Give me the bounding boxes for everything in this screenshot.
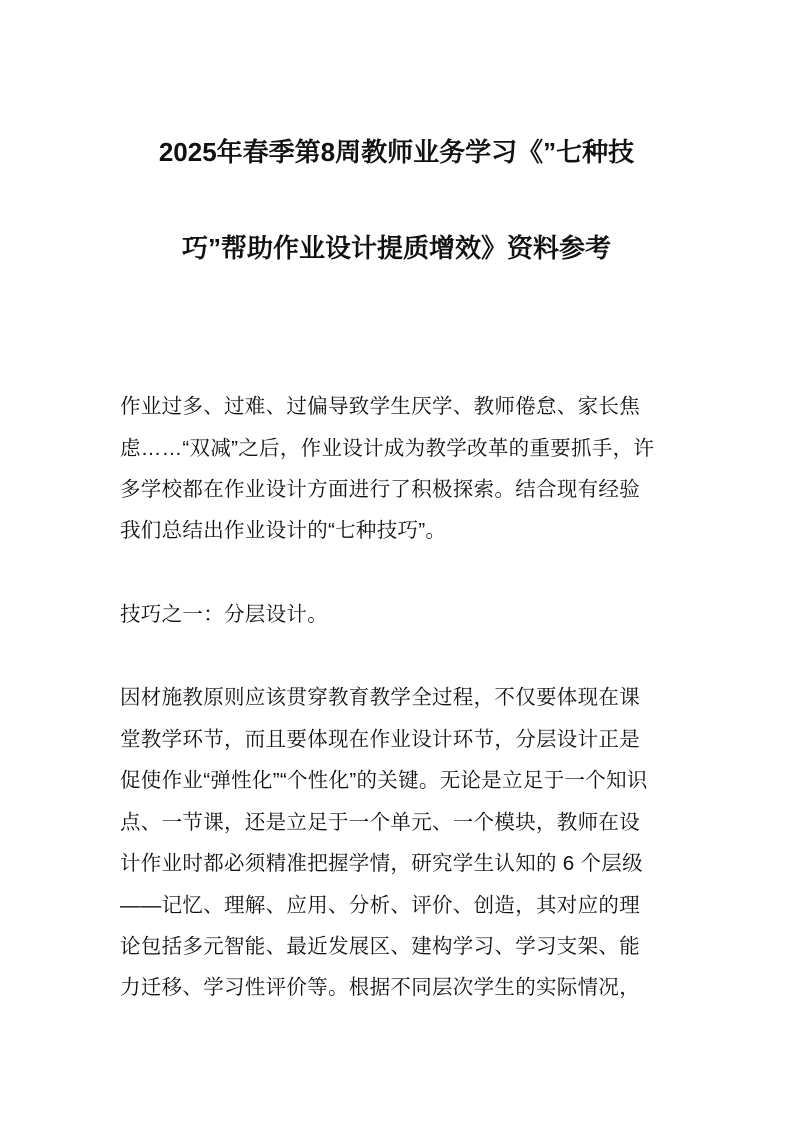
paragraph-line: 多学校都在作业设计方面进行了积极探索。结合现有经验 — [120, 478, 640, 501]
paragraph-line: 论包括多元智能、最近发展区、建构学习、学习支架、能 — [120, 935, 640, 958]
document-title-line-1: 2025年春季第8周教师业务学习《”七种技 — [158, 137, 635, 167]
paragraph-line: 作业过多、过难、过偏导致学生厌学、教师倦怠、家长焦 — [120, 395, 640, 418]
paragraph-line: 因材施教原则应该贯穿教育教学全过程，不仅要体现在课 — [120, 686, 640, 709]
document-title-line-2: 巧”帮助作业设计提质增效》资料参考 — [181, 233, 611, 263]
paragraph-line: 虑……“双减”之后，作业设计成为教学改革的重要抓手，许 — [120, 437, 655, 460]
paragraph-line: 计作业时都必须精准把握学情，研究学生认知的 6 个层级 — [120, 852, 643, 875]
paragraph-line: 点、一节课，还是立足于一个单元、一个模块，教师在设 — [120, 811, 640, 834]
paragraph-line: 力迁移、学习性评价等。根据不同层次学生的实际情况， — [120, 976, 640, 999]
paragraph-line: ——记忆、理解、应用、分析、评价、创造，其对应的理 — [120, 894, 640, 917]
paragraph-line: 技巧之一：分层设计。 — [120, 603, 328, 626]
paragraph-line: 堂教学环节，而且要体现在作业设计环节，分层设计正是 — [120, 728, 640, 751]
paragraph-line: 我们总结出作业设计的“七种技巧”。 — [120, 519, 447, 542]
paragraph-line: 促使作业“弹性化”“个性化”的关键。无论是立足于一个知识 — [120, 769, 648, 792]
